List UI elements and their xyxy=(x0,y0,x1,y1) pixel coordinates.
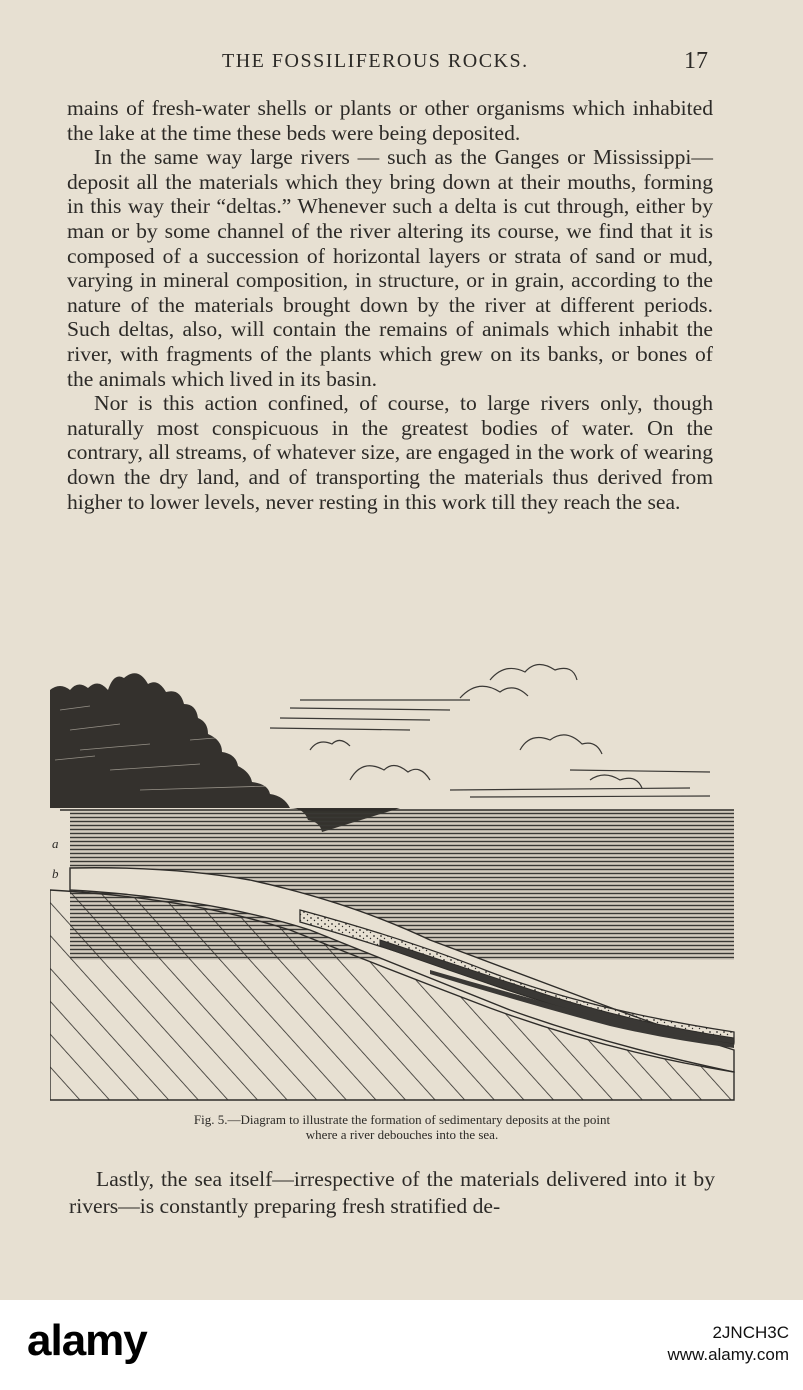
paragraph-2: In the same way large rivers — such as the Ganges or Mississippi—deposit all the materials which they bring down at their mouths, forming in this way their “deltas.” Whenever such a delta is cut through, either by man or by some channel of the river altering its course, we find that it is composed of a succession of horizontal layers or strata of sand or mud, varying in mineral composition, in structure, or in grain, according to the nature of the materials brought down by the river at different periods. Such deltas, also, will contain the remains of animals which inhabit the river, with fragments of the plants which grew on its banks, or bones of the animals which lived in its basin. xyxy=(67,145,713,391)
watermark-info xyxy=(667,1322,789,1366)
watermark-url: www.alamy.com xyxy=(667,1345,789,1364)
stock-watermark-bar xyxy=(0,1300,803,1390)
trees xyxy=(50,673,400,832)
page-number: 17 xyxy=(684,48,708,74)
paragraph-3: Nor is this action confined, of course, to large rivers only, though naturally most conspicuous in the greatest bodies of water. On the contrary, all streams, of whatever size, are engaged in the work of wearing down the dry land, and of transporting the materials thus derived from higher to lower levels, never resting in this work till they reach the sea. xyxy=(67,391,713,514)
figure-caption xyxy=(92,1112,712,1142)
running-head xyxy=(0,50,803,80)
paragraph-4: Lastly, the sea itself—irrespective of the materials delivered into it by rivers—is constantly preparing fresh stratified de- xyxy=(69,1167,715,1218)
tail-text xyxy=(69,1166,715,1220)
body-text xyxy=(67,96,713,514)
alamy-logo: alamy xyxy=(27,1316,147,1365)
image-id: 2JNCH3C xyxy=(712,1323,789,1342)
label-a: a xyxy=(52,836,59,851)
caption-line-2: where a river debouches into the sea. xyxy=(305,1127,499,1142)
caption-line-1: Fig. 5.—Diagram to illustrate the formation of sedimentary deposits at the point xyxy=(193,1112,611,1127)
paragraph-1: mains of fresh-water shells or plants or other organisms which inhabited the lake at the time these beds were being deposited. xyxy=(67,96,713,145)
delta-diagram-figure xyxy=(50,640,736,1102)
clouds xyxy=(270,664,710,797)
label-b: b xyxy=(52,866,59,881)
running-title: THE FOSSILIFEROUS ROCKS. xyxy=(222,50,529,72)
